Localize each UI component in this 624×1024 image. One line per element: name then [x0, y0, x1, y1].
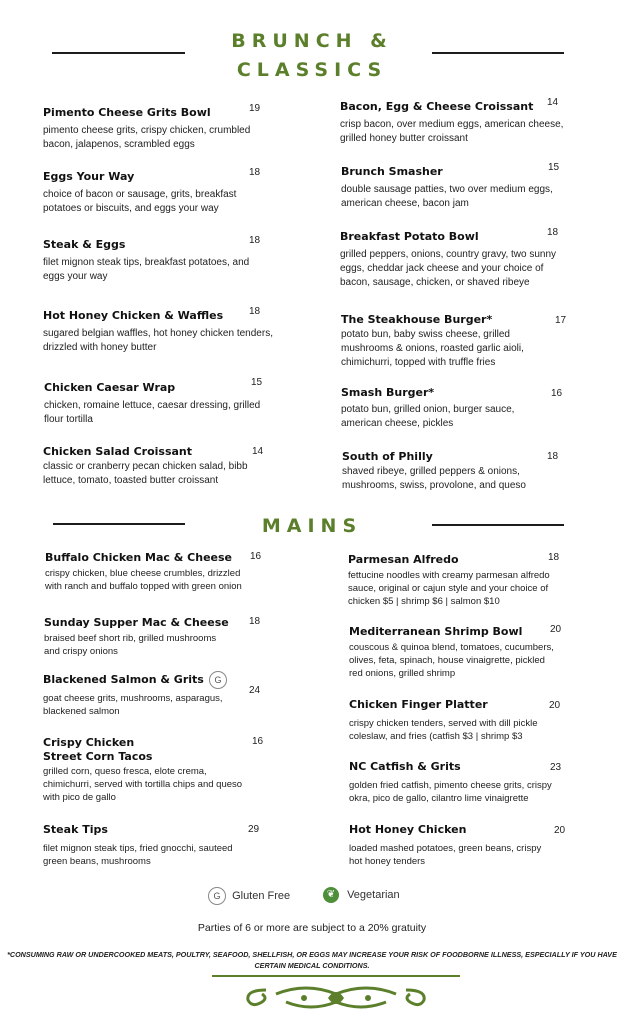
item-price: 18 — [249, 616, 261, 627]
item-name: Brunch Smasher — [341, 165, 443, 178]
brunch-rule-left — [52, 52, 185, 54]
item-description: classic or cranberry pecan chicken salad, bibb lettuce, tomato, toasted butter croissant — [43, 461, 248, 486]
item-name: Chicken Finger Platter — [349, 698, 488, 711]
item-description: filet mignon steak tips, fried gnocchi, sauteed green beans, mushrooms — [43, 843, 233, 867]
item-price: 18 — [547, 227, 559, 238]
item-name: Smash Burger* — [341, 386, 435, 399]
item-description: double sausage patties, two over medium eggs, american cheese, bacon jam — [341, 184, 553, 209]
menu-item — [43, 736, 253, 804]
item-description: fettucine noodles with creamy parmesan alfredo sauce, original or cajun style and your choice of chicken $5 | shrimp $6 | salmon $10 — [348, 570, 550, 607]
menu-item — [348, 553, 558, 608]
ornament-divider — [206, 972, 466, 1018]
item-price: 19 — [249, 103, 261, 114]
item-name: Hot Honey Chicken & Waffles — [43, 309, 224, 322]
brunch-heading-line1: BRUNCH & — [231, 30, 393, 52]
menu-item — [43, 238, 263, 284]
item-name: Parmesan Alfredo — [348, 553, 459, 566]
item-price: 20 — [550, 624, 562, 635]
vegetarian-label: Vegetarian — [347, 889, 400, 901]
gluten-free-icon: G — [209, 671, 227, 689]
item-price: 14 — [252, 446, 264, 457]
item-description: filet mignon steak tips, breakfast potatoes, and eggs your way — [43, 257, 250, 282]
food-safety-disclaimer: *CONSUMING RAW OR UNDERCOOKED MEATS, POULTRY, SEAFOOD, SHELLFISH, OR EGGS MAY INCREASE YOUR RISK OF FOODBORNE ILLNESS, ESPECIALLY IF YOU HAVE CERTAIN MEDICAL CONDITIONS. — [7, 950, 617, 970]
item-description: goat cheese grits, mushrooms, asparagus, blackened salmon — [43, 693, 223, 717]
menu-item — [43, 823, 243, 868]
item-price: 23 — [550, 762, 562, 773]
menu-item — [43, 106, 263, 152]
item-name: Hot Honey Chicken — [349, 823, 467, 836]
brunch-heading-line2: CLASSICS — [236, 59, 388, 81]
item-name: Steak Tips — [43, 823, 108, 836]
gratuity-note: Parties of 6 or more are subject to a 20% gratuity — [197, 922, 427, 934]
menu-item — [43, 445, 258, 488]
menu-item — [340, 230, 570, 290]
menu-item — [342, 450, 542, 493]
item-name: Steak & Eggs — [43, 238, 126, 251]
item-description: chicken, romaine lettuce, caesar dressing, grilled flour tortilla — [44, 400, 261, 425]
menu-item — [340, 100, 568, 146]
item-description: crispy chicken, blue cheese crumbles, drizzled with ranch and buffalo topped with green onion — [45, 568, 242, 592]
menu-item — [341, 386, 541, 431]
brunch-rule-right — [432, 52, 564, 54]
item-name: NC Catfish & Grits — [349, 760, 461, 773]
item-price: 14 — [547, 97, 559, 108]
mains-rule-left — [53, 523, 185, 525]
item-name: South of Philly — [342, 450, 433, 463]
item-price: 24 — [249, 685, 261, 696]
menu-item — [349, 760, 554, 805]
item-price: 18 — [249, 306, 261, 317]
item-name: The Steakhouse Burger* — [341, 313, 493, 326]
menu-item — [44, 616, 229, 658]
item-price: 18 — [249, 235, 261, 246]
item-price: 16 — [250, 551, 262, 562]
legend-gluten-free — [208, 887, 290, 905]
item-description: loaded mashed potatoes, green beans, crispy hot honey tenders — [349, 843, 542, 867]
item-description: grilled peppers, onions, country gravy, two sunny eggs, cheddar jack cheese and your choice of bacon, sausage, chicken, or shaved ribeye — [340, 249, 557, 288]
item-price: 20 — [549, 700, 561, 711]
menu-item — [45, 551, 250, 593]
menu-item — [349, 698, 549, 743]
item-name: Blackened Salmon & Grits — [43, 673, 204, 686]
item-price: 18 — [249, 167, 261, 178]
item-name: Chicken Caesar Wrap — [44, 381, 176, 394]
menu-item — [341, 313, 541, 370]
gluten-free-label: Gluten Free — [232, 890, 291, 902]
menu-item — [341, 165, 569, 211]
item-name: Bacon, Egg & Cheese Croissant — [340, 100, 534, 113]
item-description: choice of bacon or sausage, grits, breakfast potatoes or biscuits, and eggs your way — [43, 189, 237, 214]
menu-item — [43, 170, 263, 216]
item-name: Chicken Salad Croissant — [43, 445, 193, 458]
menu-item — [349, 823, 544, 868]
item-price: 18 — [548, 552, 560, 563]
menu-item — [44, 381, 269, 427]
item-description: pimento cheese grits, crispy chicken, crumbled bacon, jalapenos, scrambled eggs — [43, 125, 251, 150]
item-price: 20 — [554, 825, 566, 836]
item-description: potato bun, grilled onion, burger sauce, american cheese, pickles — [341, 404, 515, 429]
item-name: Crispy Chicken Street Corn Tacos — [43, 736, 153, 763]
item-price: 18 — [547, 451, 559, 462]
legend-vegetarian — [323, 887, 400, 903]
item-name: Pimento Cheese Grits Bowl — [43, 106, 211, 119]
item-name: Sunday Supper Mac & Cheese — [44, 616, 229, 629]
item-price: 29 — [248, 824, 260, 835]
mains-rule-right — [432, 524, 564, 526]
item-description: shaved ribeye, grilled peppers & onions, mushrooms, swiss, provolone, and queso — [342, 466, 526, 491]
item-name: Eggs Your Way — [43, 170, 135, 183]
item-name: Breakfast Potato Bowl — [340, 230, 479, 243]
item-description: crisp bacon, over medium eggs, american cheese, grilled honey butter croissant — [340, 119, 564, 144]
menu-item — [43, 309, 283, 355]
mains-heading: MAINS — [261, 515, 363, 537]
item-description: couscous & quinoa blend, tomatoes, cucumbers, olives, feta, spinach, house vinaigrette, pickled red onions, grilled shrimp — [349, 642, 554, 679]
menu-item — [43, 673, 223, 718]
item-price: 15 — [548, 162, 560, 173]
item-price: 16 — [551, 388, 563, 399]
item-description: crispy chicken tenders, served with dill pickle coleslaw, and fries (catfish $3 | shrimp $3 — [349, 718, 538, 742]
item-name: Buffalo Chicken Mac & Cheese — [45, 551, 233, 564]
item-price: 16 — [252, 736, 264, 747]
item-price: 15 — [251, 377, 263, 388]
item-name: Mediterranean Shrimp Bowl — [349, 625, 523, 638]
item-description: sugared belgian waffles, hot honey chicken tenders, drizzled with honey butter — [43, 328, 273, 353]
gluten-free-icon: G — [208, 887, 226, 905]
item-description: braised beef short rib, grilled mushrooms and crispy onions — [44, 633, 217, 657]
item-description: grilled corn, queso fresca, elote crema, chimichurri, served with tortilla chips and queso with pico de gallo — [43, 766, 243, 803]
item-description: potato bun, baby swiss cheese, grilled mushrooms & onions, roasted garlic aioli, chimichurri, topped with truffle fries — [341, 329, 524, 368]
vegetarian-icon: ❦ — [323, 887, 339, 903]
item-price: 17 — [555, 315, 567, 326]
item-description: golden fried catfish, pimento cheese grits, crispy okra, pico de gallo, cilantro lime vinaigrette — [349, 780, 552, 804]
menu-item — [349, 624, 562, 680]
